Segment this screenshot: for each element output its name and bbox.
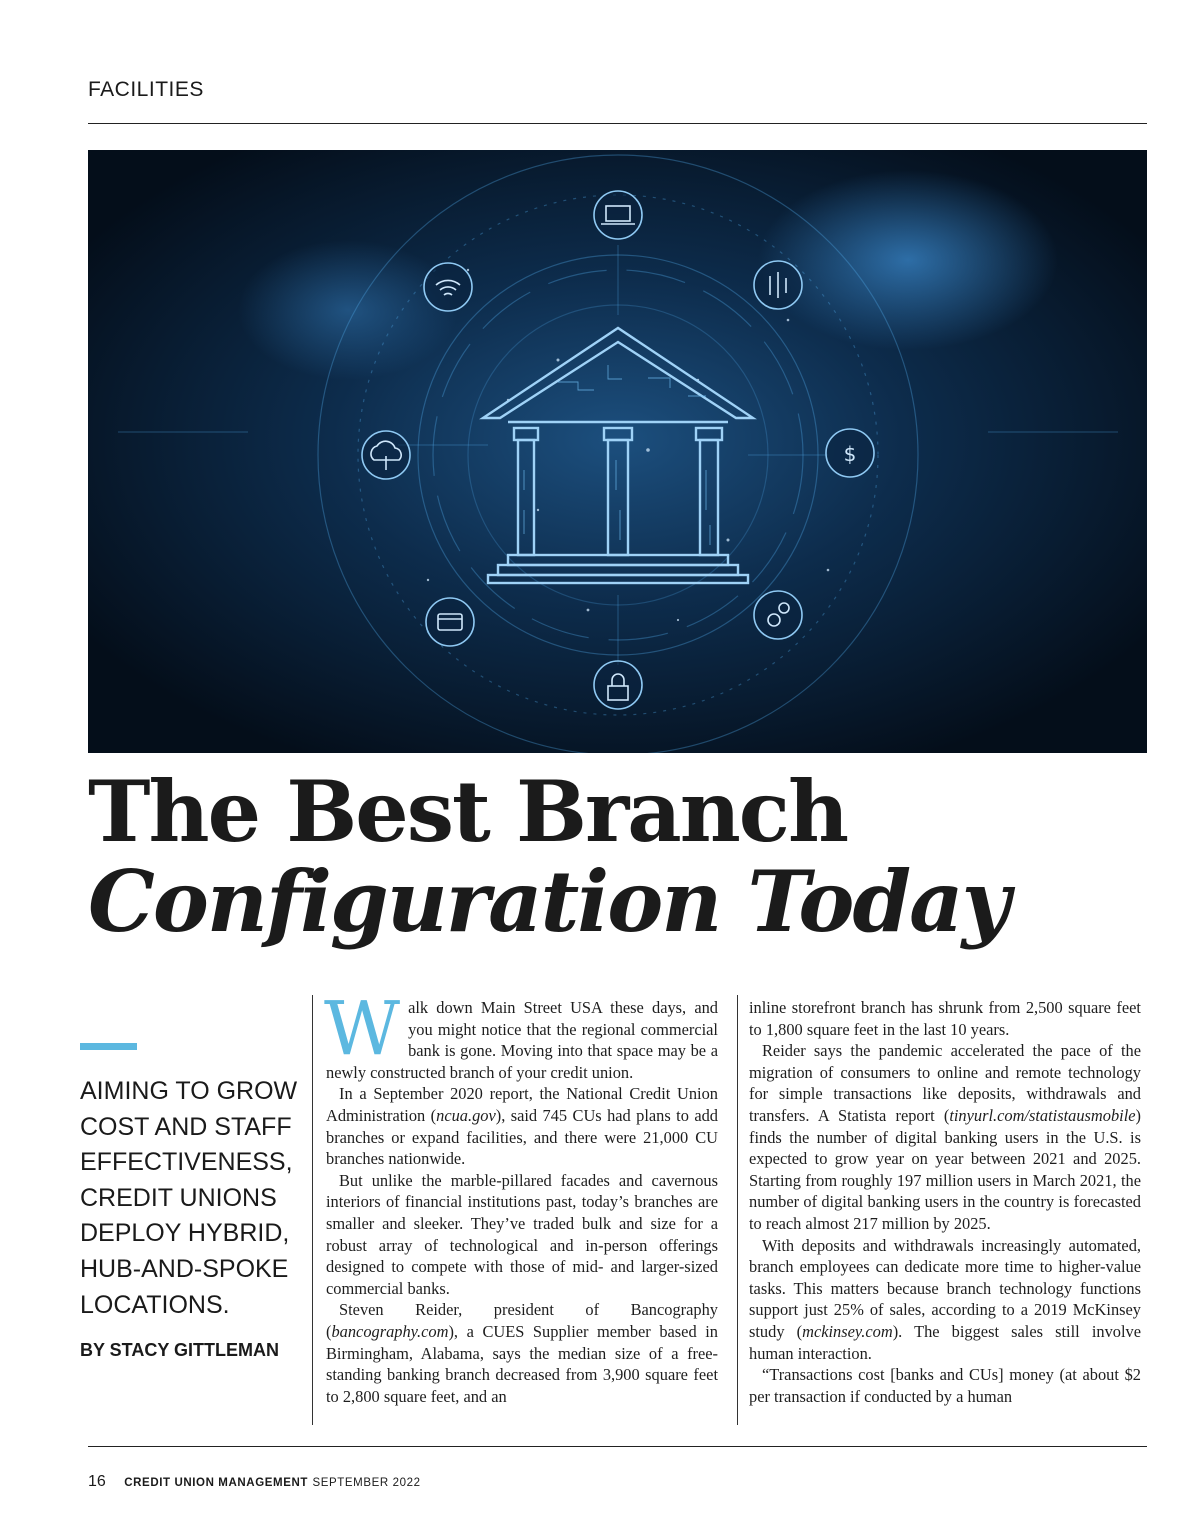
dek: AIMING TO GROW COST AND STAFF EFFECTIVENESS, CREDIT UNIONS DEPLOY HYBRID, HUB-AND-SPOKE LOCATIONS. — [80, 1077, 298, 1319]
headline-line-2: Configuration Today — [88, 852, 1009, 951]
link-bancography: bancography.com — [331, 1321, 449, 1341]
publication-name: CREDIT UNION MANAGEMENT — [124, 1477, 308, 1489]
issue-date: SEPTEMBER 2022 — [312, 1477, 421, 1489]
paragraph: In a September 2020 report, the National Credit Union Administration (ncua.gov), said 745 CUs had plans to add branches or expand facilities, and there were 21,000 CU branches nationwide. — [326, 1084, 718, 1169]
paragraph: Steven Reider, president of Bancography (bancography.com), a CUES Supplier member based in Birmingham, Alabama, says the median size of a free-standing banking branch decreased from 3,900 square feet to 2,800 square feet, and an — [326, 1300, 718, 1406]
link-statista: tinyurl.com/statistausmobile — [949, 1105, 1136, 1125]
paragraph: Walk down Main Street USA these days, and you might notice that the regional commercial bank is gone. Moving into that space may be a newly constructed branch of your credit union. — [324, 986, 718, 1082]
column-rule — [737, 995, 738, 1425]
paragraph: inline storefront branch has shrunk from 2,500 square feet to 1,800 square feet in the last 10 years. — [749, 998, 1141, 1039]
headline — [88, 762, 1148, 951]
body-column-1 — [324, 986, 718, 1407]
cloud-download-icon — [362, 431, 410, 479]
credit-card-icon — [426, 598, 474, 646]
padlock-icon — [594, 661, 642, 709]
header-rule — [88, 123, 1147, 124]
paragraph: But unlike the marble-pillared facades and cavernous interiors of financial institutions past, today’s branches are smaller and sleeker. They’ve traded bulk and size for a robust array of technological and in-person offerings designed to compete with those of mid- and larger-sized commercial banks. — [326, 1170, 718, 1298]
drop-cap: W — [324, 986, 401, 1072]
section-label: FACILITIES — [88, 78, 204, 101]
byline: BY STACY GITTLEMAN — [80, 1340, 280, 1360]
hero-image — [88, 150, 1147, 753]
body-column-2 — [749, 997, 1141, 1407]
paragraph: Reider says the pandemic accelerated the pace of the migration of consumers to online and remote technology for simple transactions like deposits, withdrawals and transfers. A Statista report (tinyurl.com/statistausmobile) finds the number of digital banking users in the U.S. is expected to grow year on year between 2021 and 2025. Starting from roughly 197 million users in March 2021, the number of digital banking users in the country is forecasted to reach almost 217 million by 2025. — [749, 1041, 1141, 1233]
footer-rule — [88, 1446, 1147, 1447]
svg-text:$: $ — [843, 442, 857, 466]
paragraph: With deposits and withdrawals increasingly automated, branch employees can dedicate more time to higher-value tasks. This matters because branch technology functions support just 25% of sales, according to a 2019 McKinsey study (mckinsey.com). The biggest sales still involve human interaction. — [749, 1235, 1142, 1363]
link-mckinsey: mckinsey.com — [802, 1321, 893, 1341]
column-rule — [312, 995, 313, 1425]
headline-line-1: The Best Branch — [88, 762, 848, 861]
link-ncua: ncua.gov — [436, 1105, 496, 1125]
paragraph: “Transactions cost [banks and CUs] money (at about $2 per transaction if conducted by a human — [749, 1365, 1141, 1406]
laptop-icon — [594, 191, 642, 239]
accent-bar — [80, 1043, 137, 1050]
footer — [88, 1473, 421, 1491]
page-number: 16 — [88, 1473, 106, 1490]
